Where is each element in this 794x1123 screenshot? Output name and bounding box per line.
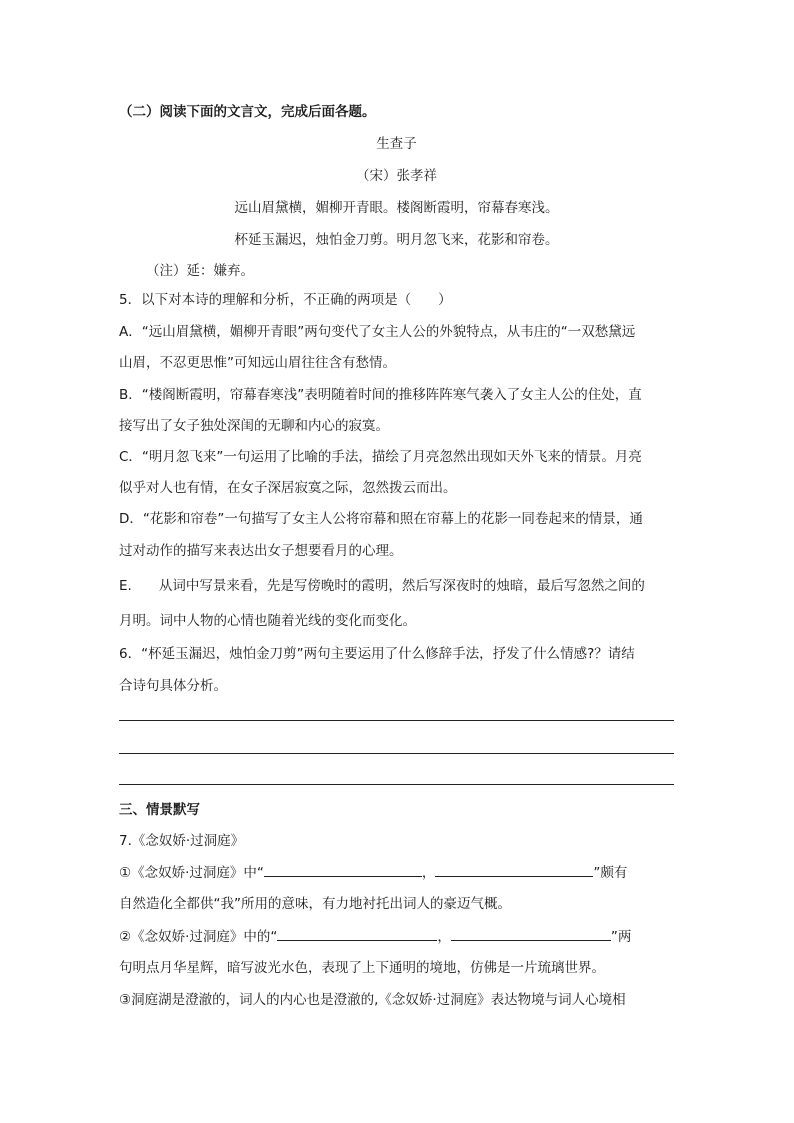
option-b-line-2: 接写出了女子独处深闺的无聊和内心的寂寞。 bbox=[119, 418, 389, 434]
option-c-line-2: 似乎对人也有情，在女子深居寂寞之际，忽然拨云而出。 bbox=[119, 480, 457, 496]
dictation-item-1-line-1 bbox=[119, 862, 679, 883]
option-a-line-2: 山眉，不忍更思惟”可知远山眉往往含有愁情。 bbox=[119, 355, 396, 371]
dictation-item-1-suffix: ”颇有 bbox=[593, 865, 628, 881]
answer-line-2[interactable] bbox=[119, 753, 674, 754]
dictation-blank-1b[interactable] bbox=[435, 862, 593, 877]
option-d-line-1: D．“花影和帘卷”一句描写了女主人公将帘幕和照在帘幕上的花影一同卷起来的情景，通 bbox=[119, 511, 643, 527]
poem-author: （宋）张孝祥 bbox=[356, 168, 437, 184]
question-5-stem: 5．以下对本诗的理解和分析，不正确的两项是（ ） bbox=[119, 292, 452, 308]
dictation-item-1-prefix: ①《念奴娇·过洞庭》中“ bbox=[119, 865, 264, 881]
poem-line-1: 远山眉黛横，媚柳开青眼。楼阁断霞明，帘幕春寒浅。 bbox=[234, 200, 559, 216]
dictation-item-2-separator: ， bbox=[437, 929, 451, 945]
option-c-line-1: C．“明月忽飞来”一句运用了比喻的手法，描绘了月亮忽然出现如天外飞来的情景。月亮 bbox=[119, 449, 642, 465]
option-e-line-1: E. 从词中写景来看，先是写傍晚时的霞明，然后写深夜时的烛暗，最后写忽然之间的 bbox=[119, 578, 645, 594]
dictation-blank-2b[interactable] bbox=[451, 926, 611, 941]
section-heading-classical-reading: （二）阅读下面的文言文，完成后面各题。 bbox=[119, 104, 376, 120]
dictation-blank-2a[interactable] bbox=[277, 926, 437, 941]
option-a-line-1: A．“远山眉黛横，媚柳开青眼”两句变代了女主人公的外貌特点，从韦庄的“一双愁黛远 bbox=[119, 324, 636, 340]
option-e-line-2: 月明。词中人物的心情也随着光线的变化而变化。 bbox=[119, 613, 416, 629]
answer-line-1[interactable] bbox=[119, 720, 674, 721]
dictation-item-2-line-2: 句明点月华星辉，暗写波光水色，表现了上下通明的境地，仿佛是一片琉璃世界。 bbox=[119, 960, 605, 976]
option-b-line-1: B．“楼阁断霞明，帘幕春寒浅”表明随着时间的推移阵阵寒气袭入了女主人公的住处，直 bbox=[119, 387, 642, 403]
dictation-item-2-suffix: ”两 bbox=[610, 929, 632, 945]
poem-title: 生查子 bbox=[376, 136, 417, 152]
question-6-line-1: 6．“杯延玉漏迟，烛怕金刀剪”两句主要运用了什么修辞手法，抒发了什么情感?？请结 bbox=[119, 646, 635, 662]
answer-line-3[interactable] bbox=[119, 784, 674, 785]
dictation-item-1-line-2: 自然造化全都供“我”所用的意味，有力地衬托出词人的豪迈气概。 bbox=[119, 896, 511, 912]
dictation-item-3-line-1: ③洞庭湖是澄澈的，词人的内心也是澄澈的,《念奴娇·过洞庭》表达物境与词人心境相 bbox=[119, 992, 626, 1008]
dictation-item-2-line-1 bbox=[119, 926, 679, 947]
dictation-item-1-separator: ， bbox=[421, 865, 436, 881]
poem-note: （注）延：嫌弃。 bbox=[146, 263, 254, 279]
section-heading-dictation: 三、情景默写 bbox=[119, 802, 200, 818]
dictation-blank-1a[interactable] bbox=[264, 862, 422, 877]
dictation-item-2-prefix: ②《念奴娇·过洞庭》中的“ bbox=[119, 929, 278, 945]
poem-line-2: 杯延玉漏迟，烛怕金刀剪。明月忽飞来，花影和帘卷。 bbox=[234, 232, 559, 248]
question-7-title: 7.《念奴娇·过洞庭》 bbox=[119, 833, 245, 849]
option-d-line-2: 过对动作的描写来表达出女子想要看月的心理。 bbox=[119, 543, 403, 559]
question-6-line-2: 合诗句具体分析。 bbox=[119, 678, 227, 694]
